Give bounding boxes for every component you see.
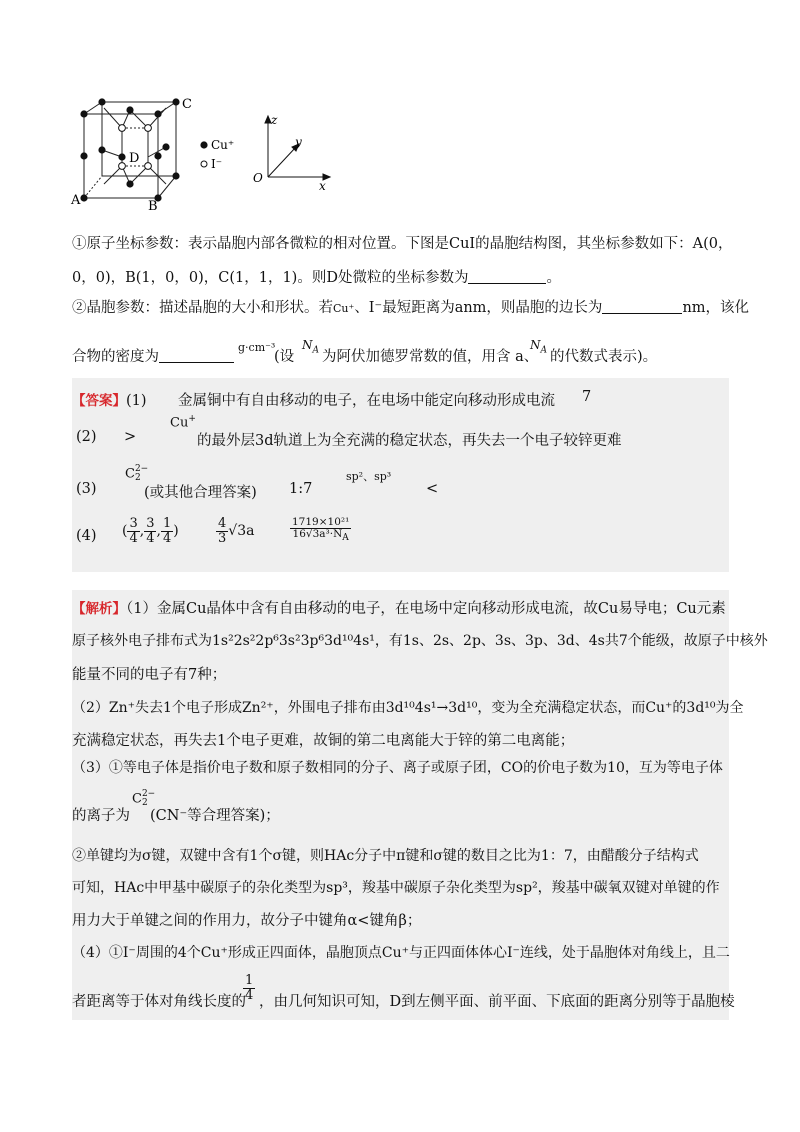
edge-num: 4	[218, 516, 227, 531]
analysis-p4-line-3: 用力大于单键之间的作用力，故分子中键角α<键角β；	[72, 913, 422, 929]
question-1-line-2	[72, 266, 561, 287]
question-2-line-2-c: 为阿伏加德罗常数的值，用含 a、	[322, 349, 539, 365]
analysis-p1-line-1	[72, 597, 726, 618]
answer-blank-density	[159, 348, 234, 363]
question-2-text-a: ②晶胞参数：描述晶胞的大小和形状。若	[72, 300, 333, 316]
axis-z-label: z	[271, 113, 278, 127]
answer-3-ratio: 1:7	[289, 481, 313, 497]
avogadro-symbol	[302, 338, 319, 355]
question-2-text-b: 、I⁻最短距离为anm，则晶胞的边长为	[354, 300, 603, 316]
legend-i: I⁻	[211, 157, 223, 171]
analysis-p3-line-2-b: (CN⁻等合理答案)；	[150, 808, 280, 824]
analysis-p5-line-1: （4）①I⁻周围的4个Cu⁺形成正四面体，晶胞顶点Cu⁺与正四面体体心I⁻连线，处于晶胞体对角线上，且二	[72, 945, 730, 961]
coord-z-num: 1	[162, 516, 172, 531]
density-den: 16√3a³·N	[292, 528, 343, 541]
analysis-p4-line-1: ②单键均为σ键，双键中含有1个σ键，则HAc分子中π键和σ键的数目之比为1：7，由醋酸分子结构式	[72, 848, 699, 864]
answer-4-edge	[216, 517, 254, 545]
question-2-paren: (设	[274, 349, 295, 365]
axis-origin-label: O	[253, 171, 263, 185]
analysis-fraction	[243, 974, 255, 1002]
analysis-p1-line-3: 能量不同的电子有7种；	[72, 667, 227, 683]
label-b: B	[148, 199, 158, 214]
edge-rest: √3a	[228, 523, 255, 540]
legend-cu: Cu⁺	[211, 138, 235, 152]
answer-3-c-charge: 2−	[134, 464, 149, 474]
question-2-line-2	[72, 345, 234, 366]
analysis-c-charge: 2−	[141, 789, 156, 799]
avogadro-n-2: N	[530, 338, 541, 352]
avogadro-sub-2: A	[540, 345, 547, 356]
question-2-line-2-b	[274, 345, 294, 366]
answer-3-num: (3)	[76, 481, 97, 497]
analysis-p3-line-2-a: 的离子为	[72, 808, 130, 824]
answer-3-compare: <	[426, 481, 439, 497]
analysis-c-subscript: 2	[141, 798, 148, 808]
question-2-density-text: 合物的密度为	[72, 349, 159, 365]
question-1-end: 。	[546, 270, 561, 286]
analysis-p2-line-2: 充满稳定状态，再失去1个电子更难，故铜的第二电离能大于锌的第二电离能；	[72, 733, 575, 749]
answer-3-hybrid: sp²、sp³	[346, 470, 392, 483]
answer-1-text: 金属铜中有自由移动的电子，在电场中能定向移动形成电流	[178, 393, 555, 409]
label-d: D	[129, 151, 140, 166]
answer-tag: 【答案】	[72, 393, 126, 409]
answer-2-cu	[170, 414, 196, 430]
coord-close: )	[173, 523, 179, 540]
analysis-p5-line-2-b: ，由几何知识可知，D到左侧平面、前平面、下底面的距离分别等于晶胞棱	[259, 994, 735, 1010]
axis-y-label: y	[295, 135, 302, 149]
analysis-p3-line-1: （3）①等电子体是指价电子数和原子数相同的分子、离子或原子团，CO的价电子数为10，互为等电子体	[72, 760, 723, 776]
crystal-structure-figure	[68, 92, 348, 217]
cu-legend-dot-icon	[200, 141, 207, 148]
answer-3-other: (或其他合理答案)	[144, 485, 257, 501]
edge-den: 3	[218, 530, 227, 546]
answer-2-cu-charge: +	[188, 414, 196, 424]
analysis-p1-line-2: 原子核外电子排布式为1s²2s²2p⁶3s²3p⁶3d¹⁰4s¹，有1s、2s、2p、3s、3p、3d、4s共7个能级，故原子中核外	[72, 633, 768, 649]
question-2-text-c: nm，该化	[682, 300, 750, 316]
answer-2-text: 的最外层3d轨道上为全充满的稳定状态，再失去一个电子较锌更难	[197, 433, 622, 449]
density-num: 1719×10²¹	[292, 516, 350, 528]
analysis-frac-num: 1	[245, 973, 254, 988]
avogadro-sub: A	[312, 345, 319, 356]
density-unit: g·cm⁻³	[238, 341, 276, 354]
analysis-p5-line-2-a: 者距离等于体对角线长度的	[72, 994, 246, 1010]
answer-4-num: (4)	[76, 528, 97, 544]
label-c: C	[182, 97, 192, 112]
cu-ion-label: Cu⁺	[333, 302, 355, 315]
question-1-text: 0，0)，B(1，0，0)，C(1，1，1)。则D处微粒的坐标参数为	[72, 270, 469, 286]
coord-y-den: 4	[146, 530, 155, 546]
question-1-line-1: ①原子坐标参数：表示晶胞内部各微粒的相对位置。下图是CuI的晶胞结构图，其坐标参数如下：A(0，	[72, 236, 733, 252]
analysis-tag: 【解析】	[72, 601, 126, 617]
axis-x-label: x	[319, 179, 326, 193]
analysis-frac-den: 4	[245, 987, 254, 1003]
answer-blank-d	[468, 269, 546, 284]
question-2-line-1	[72, 296, 749, 317]
density-den-sub: A	[342, 533, 349, 544]
answer-1-num: (1)	[126, 393, 147, 409]
coord-z-den: 4	[162, 530, 172, 546]
analysis-p1-text-1: （1）金属Cu晶体中含有自由移动的电子，在电场中定向移动形成电流，故Cu易导电；Cu元素	[126, 601, 726, 617]
answer-2-symbol: >	[124, 429, 137, 445]
answer-row-1	[72, 389, 147, 409]
analysis-c: C	[132, 791, 142, 807]
answer-2-num: (2)	[76, 429, 97, 445]
answer-1-value: 7	[582, 389, 592, 405]
answer-4-density	[290, 517, 351, 544]
answer-3-c-subscript: 2	[134, 473, 141, 483]
answer-3-c: C	[125, 466, 135, 482]
coord-x-den: 4	[129, 530, 138, 546]
coord-open: (	[122, 523, 128, 540]
analysis-p4-line-2: 可知，HAc中甲基中碳原子的杂化类型为sp³，羧基中碳原子杂化类型为sp²，羧基中碳氧双键对单键的作	[72, 880, 720, 896]
analysis-p2-line-1: （2）Zn⁺失去1个电子形成Zn²⁺，外围电子排布由3d¹⁰4s¹→3d¹⁰，变为全充满稳定状态，而Cu⁺的3d¹⁰为全	[72, 700, 744, 716]
question-2-line-2-d: 的代数式表示)。	[550, 349, 658, 365]
avogadro-symbol-2	[530, 338, 547, 355]
answer-blank-edge	[602, 299, 682, 314]
coord-y-num: 3	[146, 516, 155, 531]
coord-x-num: 3	[129, 516, 138, 531]
avogadro-n: N	[302, 338, 313, 352]
answer-4-coordinate: ( $\frac{3}{4}$ , $\frac{3}{4}$ , $\frac{1}{4}$ )	[122, 516, 179, 546]
i-legend-dot-icon	[201, 161, 207, 167]
answer-2-cu-symbol: Cu	[170, 415, 189, 431]
label-a: A	[71, 193, 81, 208]
